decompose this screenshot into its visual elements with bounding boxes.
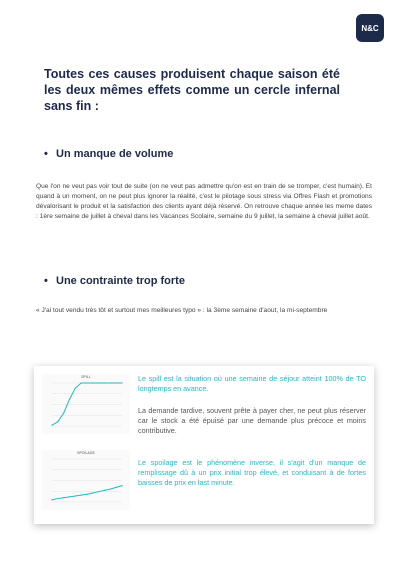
spoilage-description: Le spoilage est le phénomène inverse, il s'agit d'un manque de remplissage dû à un prix initial trop élevé, et conduisant à de fortes baisses de prix en last minute. — [138, 458, 366, 487]
spill-chart-title: SPILL — [81, 375, 91, 379]
chart-point — [92, 492, 93, 493]
chart-point — [63, 413, 64, 414]
chart-point — [92, 382, 93, 383]
info-card — [34, 366, 374, 524]
chart-point — [81, 495, 82, 496]
chart-point — [86, 382, 87, 383]
spoilage-chart-title: SPOILAGE — [77, 451, 95, 455]
spill-description: Le spill est la situation où une semaine de séjour atteint 100% de TO longtemps en avance. — [138, 374, 366, 393]
chart-point — [104, 382, 105, 383]
chart-point — [57, 498, 58, 499]
late-demand-description: La demande tardive, souvent prête à payer cher, ne peut plus réserver car le stock a été épuisé par une demande plus précoce et moins contributive. — [138, 406, 366, 435]
bullet-icon: • — [44, 275, 48, 287]
chart-point — [69, 399, 70, 400]
spill-chart-svg — [42, 374, 130, 434]
spoilage-chart — [42, 450, 130, 510]
section-title-text: Un manque de volume — [56, 148, 174, 160]
chart-series-line — [52, 486, 122, 500]
chart-point — [81, 382, 82, 383]
chart-point — [69, 496, 70, 497]
chart-point — [121, 382, 122, 383]
chart-point — [75, 388, 76, 389]
chart-point — [51, 425, 52, 426]
chart-point — [51, 499, 52, 500]
chart-point — [86, 494, 87, 495]
section-paragraph-volume: Que l'on ne veut pas voir tout de suite (on ne veut pas admettre qu'on est en train de se tromper, c'est humain). Et quand à un moment, on ne peut plus ignorer la réalité, c'est le pilotage sous stress via Offres Flash et promotions dévalorisant le produit et la satisfaction des clients ayant déjà réservé. On retrouve chaque année les meme dates : 1ère semaine de juillet à cheval dans les Vacances Scolaire, semaine du 9 juillet, la semaine à cheval juillet août. — [36, 183, 372, 220]
bullet-icon: • — [44, 148, 48, 160]
chart-point — [98, 382, 99, 383]
chart-point — [57, 421, 58, 422]
brand-logo — [356, 14, 384, 42]
chart-point — [75, 495, 76, 496]
section-title-constraint — [44, 275, 185, 287]
chart-point — [63, 497, 64, 498]
section-paragraph-constraint: « J'ai tout vendu très tôt et surtout mes meilleures typo » : la 3ème semaine d'aout, la mi-septembre — [36, 307, 328, 314]
chart-point — [110, 489, 111, 490]
chart-point — [121, 485, 122, 486]
brand-logo-text: N&C — [361, 23, 379, 33]
page-heading: Toutes ces causes produisent chaque saison été les deux mêmes effets comme un cercle infernal sans fin : — [44, 67, 340, 113]
section-title-volume — [44, 148, 173, 160]
section-title-text: Une contrainte trop forte — [56, 275, 185, 287]
chart-point — [110, 382, 111, 383]
chart-point — [116, 487, 117, 488]
spoilage-chart-svg — [42, 450, 130, 510]
chart-point — [116, 382, 117, 383]
chart-point — [98, 491, 99, 492]
chart-series-line — [52, 383, 122, 425]
chart-point — [104, 490, 105, 491]
spill-chart — [42, 374, 130, 434]
